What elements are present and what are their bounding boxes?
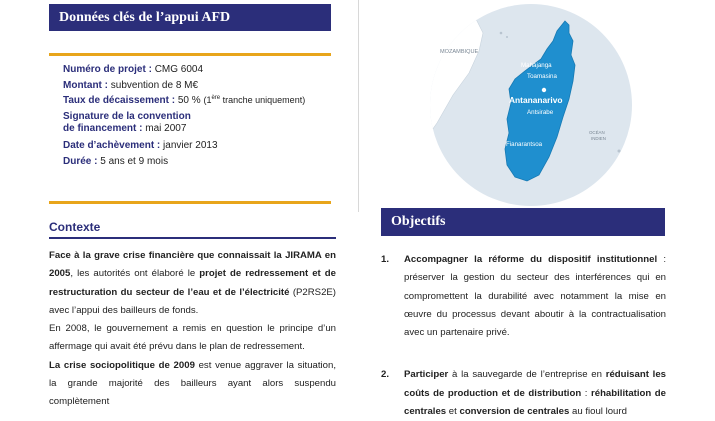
key-data-banner: Données clés de l’appui AFD [49, 4, 331, 31]
objectifs-list [381, 251, 666, 421]
fact-signature-date: Signature de la convention de financement : mai 2007 [63, 110, 191, 135]
objectif-item-2: 2. Participer à la sauvegarde de l’entreprise en réduisant les coûts de production et de distribution : réhabilitation de centrales et conversion de centrales au fioul lourd [381, 369, 666, 418]
capital-marker [542, 88, 546, 92]
contexte-paragraph-1: Face à la grave crise financière que connaissait la JIRAMA en 2005, les autorités ont élaboré le projet de redressement et de restructuration du secteur de l’eau et de l’électricité (P2RS2E) avec l’appui des bailleurs de fonds. [49, 250, 337, 316]
fact-amount: Montant : subvention de 8 M€ [63, 79, 199, 91]
objectifs-banner: Objectifs [381, 208, 665, 236]
label-ocean-line1: OCÉAN [589, 130, 605, 135]
key-data-divider [49, 53, 331, 56]
label-toamasina: Toamasina [527, 73, 557, 80]
comoros-island [506, 36, 508, 38]
fact-completion-date: Date d’achèvement : janvier 2013 [63, 140, 218, 152]
contexte-paragraph-3: La crise sociopolitique de 2009 est venue aggraver la situation, la grande majorité des bailleurs ayant alors suspendu complètement [49, 359, 336, 408]
column-separator [358, 0, 359, 212]
contexte-underline [49, 237, 336, 239]
comoros-island [500, 32, 503, 35]
label-antananarivo: Antananarivo [509, 95, 563, 105]
key-data-bottom-divider [49, 201, 331, 204]
contexte-paragraph-2: En 2008, le gouvernement a remis en question le principe d’un affermage qui avait été prévu dans le plan de redressement. [49, 323, 336, 353]
label-mozambique: MOZAMBIQUE [440, 49, 479, 55]
label-mahajanga: Mahajanga [521, 62, 552, 69]
fact-project-number: Numéro de projet : CMG 6004 [63, 64, 204, 75]
contexte-body [49, 247, 336, 412]
madagascar-map [423, 3, 639, 207]
objectif-item-1: 1. Accompagner la réforme du dispositif institutionnel : préserver la gestion du secteur des interférences qui en compromettent la durabilité avec notamment la mise en œuvre du processus devant aboutir à la contractualisation avec un partenaire privé. [381, 254, 666, 339]
label-fianarantsoa: Fianarantsoa [506, 141, 543, 148]
label-ocean-line2: INDIEN [591, 136, 606, 141]
contexte-heading: Contexte [49, 220, 101, 234]
fact-disbursement-rate: Taux de décaissement : 50 % (1ère tranche uniquement) [63, 95, 306, 107]
key-data-list [63, 64, 305, 172]
label-antsirabe: Antsirabe [527, 109, 554, 116]
fact-duration: Durée : 5 ans et 9 mois [63, 155, 169, 167]
mascarene-island [618, 150, 621, 153]
